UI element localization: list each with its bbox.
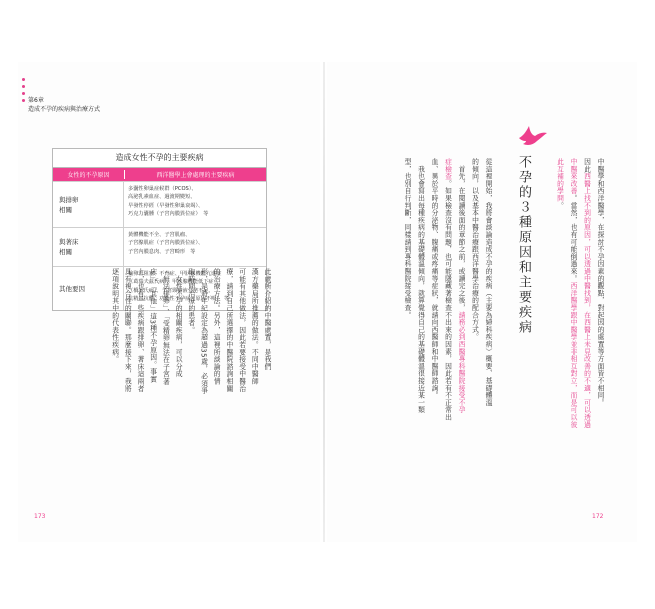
table-cell-cause: 其他要因 [53, 267, 124, 310]
book-spine [323, 62, 325, 542]
text-segment: 首先，在閱讀後面的章節之前，或讀完之後， [457, 158, 465, 312]
text-column [483, 158, 493, 406]
table-header-cause: 女性的不孕原因 [53, 170, 125, 179]
bird-icon [517, 124, 549, 150]
table-cell-diseases [124, 228, 266, 266]
text-segment: 。 [555, 201, 564, 210]
section-heading: 不孕的３種原因和主要疾病 [516, 155, 531, 335]
page-number-right: 172 [592, 513, 604, 520]
chapter-subtitle: 造成不孕的疾病與治療方式 [28, 106, 101, 113]
highlighted-text: 此互補的學問 [555, 158, 564, 202]
highlighted-text: 中醫來改善 [569, 158, 577, 195]
table-cell-cause: 與著床 相關 [53, 228, 124, 266]
text-segment: 。如果檢查沒有問題，也可能隱藏著檢查不出來的因素，因此若有不正常出 [443, 179, 452, 421]
text-column [402, 158, 412, 319]
chapter-header [28, 96, 100, 114]
table-row [53, 227, 266, 266]
text-column: 「無法排卵」、「受精卵無法在子宮著 [161, 268, 170, 386]
text-column: 此處所介紹的中醫處置，是我們 [263, 268, 271, 371]
page-number-left: 173 [34, 513, 46, 520]
text-segment: 型，也別自行判斷，同樣請到專科醫院接受檢查。 [403, 158, 411, 319]
table-cell-diseases [124, 182, 266, 227]
disease-line: 抗精蟲抗體、功能性不孕症（原因不明） 等 [128, 295, 230, 302]
text-column: 床」、「其他」這3種不孕原因。事實 [148, 268, 157, 383]
text-column [582, 158, 592, 428]
text-column: 具有複合性的關聯。那麼接下來，我將 [123, 268, 132, 393]
disease-line: 輸卵管阻塞、不育症、甲狀腺機能亢進症 [128, 271, 222, 277]
text-column: 取時間治療的患者。 [186, 268, 195, 334]
table-header [53, 168, 266, 181]
chapter-number: 第6章 [28, 97, 44, 104]
text-segment: 因此 [582, 158, 591, 173]
table-header-disease: 西洋醫學上會處理的主要疾病 [156, 172, 235, 179]
text-column [456, 158, 466, 414]
text-segment: 血、異於平時的分泌物、腹痛或疼痛等症狀，就請向西醫師和中醫師諮詢。 [430, 158, 438, 399]
chapter-dots-decoration [22, 78, 26, 106]
text-column: 可能有其他做法，因此若要接受中醫治 [237, 268, 246, 393]
text-column: 的治療方法。另外，這裡所談論的情 [212, 268, 221, 385]
disease-line: 高泌乳素血症、過渡期變短、 [128, 194, 196, 201]
highlighted-text: 請務必到西醫專科醫院接受不孕 [457, 311, 465, 414]
table-cell-cause: 與排卵 相關 [53, 182, 124, 227]
text-column [443, 158, 453, 421]
disease-line: 子宮腺肌症（子宮內膜異位症）、 [128, 240, 204, 247]
text-segment: 中醫學和西洋醫學，在探討不孕因素的觀點，對起因的處置等方面皆不相同。 [596, 158, 604, 407]
text-column [429, 158, 439, 399]
text-column: 女性不孕的相關疾病，可以分成 [174, 268, 183, 378]
disease-line: （葛瑞夫茲氏病）、甲狀腺機能低下症 [128, 279, 214, 286]
text-segment: 的傾向，以及基本中醫治療跟西洋醫學治療的配合方式。 [470, 158, 479, 341]
text-column: 療，請到自己所選擇的中醫院諮詢相關 [224, 268, 233, 393]
text-column [595, 158, 605, 406]
text-column [470, 158, 480, 341]
text-column: 逐項說明其中的代表性疾病。 [110, 268, 119, 363]
text-column: 漢方藥局所推薦的做法。不同中醫師 [250, 268, 259, 385]
text-segment: 我也會寫出每種疾病的基礎體溫傾向，就算覺得自己的基礎體溫很接近某一類 [416, 158, 425, 414]
highlighted-text: 西洋醫學跟中醫學並非相互對立，而是可以彼 [569, 282, 577, 429]
text-segment: 。當然，也有可能倒過來。 [569, 194, 577, 283]
table-row [53, 181, 266, 227]
text-column: 上，也有一些疾病跟排卵、著床這兩者 [136, 268, 144, 393]
highlighted-text: 症檢查 [443, 158, 452, 180]
disease-line: 巧克力囊腫（子宮內膜異位症） 等 [128, 210, 209, 217]
text-column [568, 158, 578, 428]
disease-line: （橋本氏病）、子宮頸黏液分泌不足、 [128, 287, 214, 294]
disease-line: 黃體機能不全、子宮肌瘤、 [128, 232, 191, 238]
text-column [555, 158, 565, 209]
highlighted-text: 西醫上找不到的原因，可以透過中醫找到，在西醫上未見改善的不適，可以透過 [582, 172, 591, 429]
text-segment: 從這裡開始，我將會談論造成不孕的疾病（主要為婦科疾病）概要、基礎體溫 [484, 158, 492, 407]
text-column: 形，是將年紀設定為超過35歲，必須爭 [199, 268, 208, 395]
disease-line: 早發性停經（早發性卵巢衰竭）、 [128, 202, 204, 209]
disease-line: 多囊性卵巢症候群（PCOS）、 [128, 186, 197, 192]
text-column [416, 158, 426, 414]
table-title: 造成女性不孕的主要疾病 [53, 149, 266, 168]
disease-line: 子宮內膜息肉、子宮畸形 等 [128, 248, 196, 255]
